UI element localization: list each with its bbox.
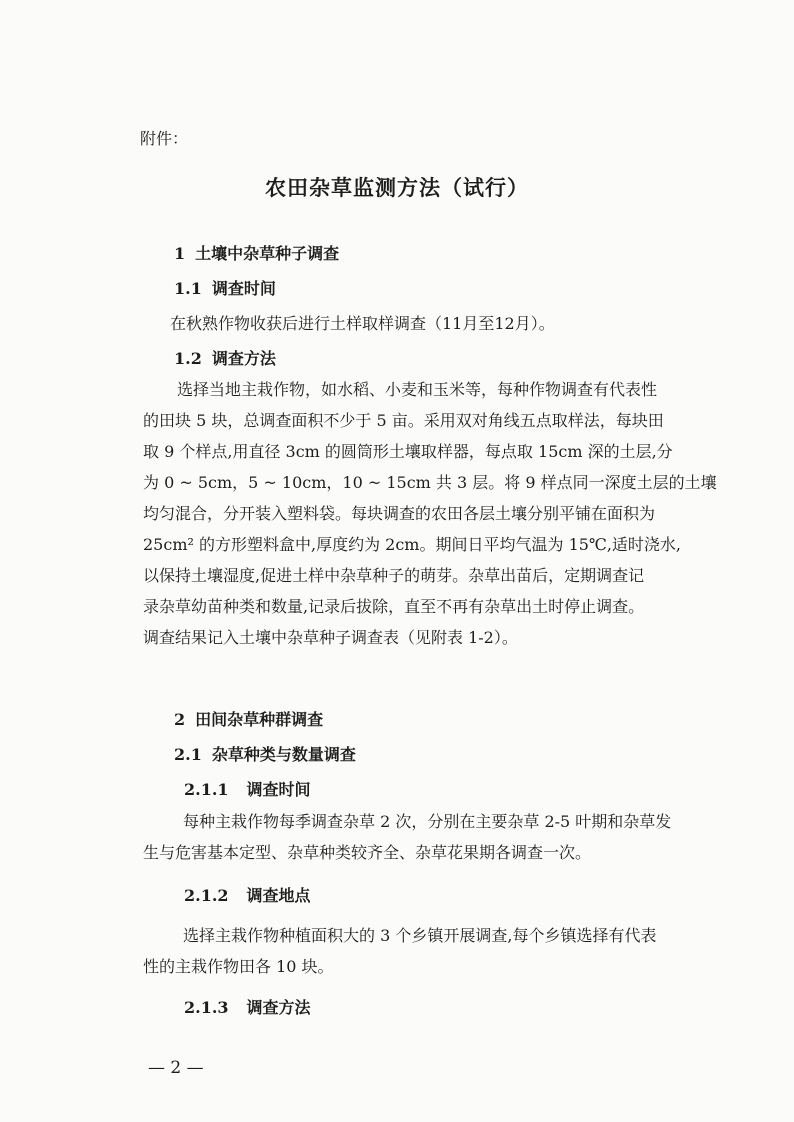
heading-number: 2 [174,710,186,729]
heading-label: 田间杂草种群调查 [195,710,324,729]
paragraph-line: 的田块 5 块，总调查面积不少于 5 亩。采用双对角线五点取样法，每块田 [143,411,664,430]
heading-section-1-1 [174,276,276,299]
heading-label: 调查方法 [246,998,311,1017]
heading-number: 1.1 [174,279,202,298]
heading-number: 2.1.2 [184,886,229,905]
paragraph-2-1-2 [143,920,753,982]
heading-label: 调查时间 [211,279,276,298]
heading-section-2-1-1 [184,777,311,800]
heading-label: 调查时间 [246,780,311,799]
paragraph-line: 录杂草幼苗种类和数量,记录后拔除，直至不再有杂草出土时停止调查。 [143,597,645,616]
paragraph-line: 生与危害基本定型、杂草种类较齐全、杂草花果期各调查一次。 [143,843,592,862]
paragraph-line: 选择主栽作物种植面积大的 3 个乡镇开展调查,每个乡镇选择有代表 [183,926,657,945]
paragraph-line: 每种主栽作物每季调查杂草 2 次，分别在主要杂草 2-5 叶期和杂草发 [183,812,672,831]
heading-section-1-2 [174,346,276,369]
paragraph-line: 为 0 ~ 5cm，5 ~ 10cm，10 ~ 15cm 共 3 层。将 9 样点同一深度土层的土壤 [143,473,717,492]
heading-section-1 [174,241,339,264]
heading-number: 2.1 [174,745,202,764]
paragraph-line: 以保持土壤湿度,促进土样中杂草种子的萌芽。杂草出苗后，定期调查记 [143,566,645,585]
paragraph-line: 均匀混合，分开装入塑料袋。每块调查的农田各层土壤分别平铺在面积为 [143,504,656,523]
heading-number: 2.1.3 [184,998,229,1017]
paragraph-1-2 [143,374,753,653]
heading-label: 调查方法 [211,349,276,368]
page-number: — 2 — [148,1058,204,1078]
attachment-label: 附件： [140,129,189,148]
paragraph-line: 取 9 个样点,用直径 3cm 的圆筒形土壤取样器，每点取 15cm 深的土层,分 [143,442,673,461]
heading-section-2-1 [174,742,356,765]
heading-label: 土壤中杂草种子调查 [195,244,340,263]
heading-number: 1.2 [174,349,202,368]
heading-section-2 [174,707,323,730]
paragraph-line: 性的主栽作物田各 10 块。 [143,957,334,976]
paragraph-2-1-1 [143,806,753,868]
heading-number: 2.1.1 [184,780,229,799]
paragraph-line: 选择当地主栽作物，如水稻、小麦和玉米等，每种作物调查有代表性 [177,380,658,399]
heading-section-2-1-2 [184,883,311,906]
heading-section-2-1-3 [184,995,311,1018]
paragraph-line: 调查结果记入土壤中杂草种子调查表（见附表 1-2）。 [143,628,518,647]
heading-label: 杂草种类与数量调查 [211,745,356,764]
document-title: 农田杂草监测方法（试行） [265,175,529,200]
paragraph-line: 25cm² 的方形塑料盒中,厚度约为 2cm。期间日平均气温为 15℃,适时浇水, [143,535,681,554]
heading-number: 1 [174,244,186,263]
paragraph-1-1: 在秋熟作物收获后进行土样取样调查（11月至12月）。 [170,314,555,333]
heading-label: 调查地点 [246,886,311,905]
